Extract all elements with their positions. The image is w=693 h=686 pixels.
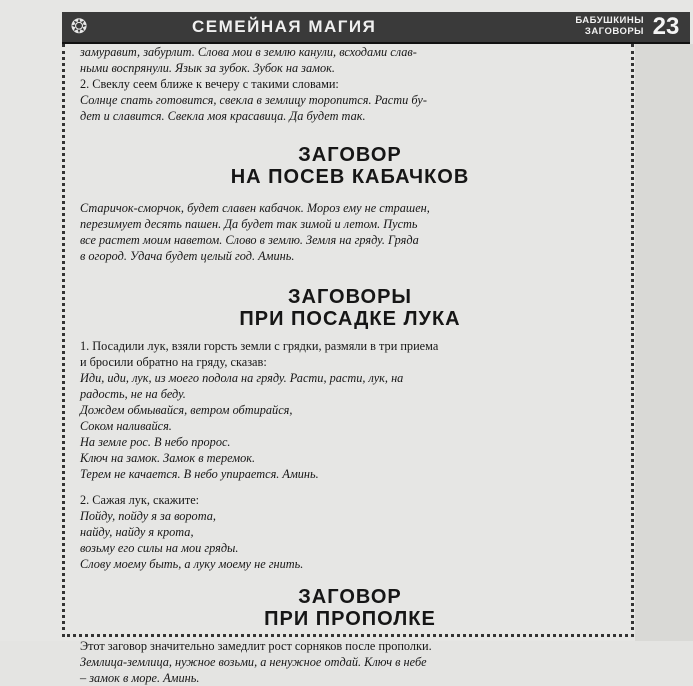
magazine-section-title: СЕМЕЙНАЯ МАГИЯ <box>192 17 377 36</box>
page-header <box>62 12 690 44</box>
page-number: 23 <box>652 13 680 40</box>
ornament-icon: ❂ <box>70 14 88 38</box>
section1-title-line1: ЗАГОВОР <box>298 144 402 166</box>
section3-spell: Землица-землица, нужное возьми, а ненужное отдай. Ключ в небе – замок в море. Аминь. <box>80 655 427 685</box>
section3-title-line1: ЗАГОВОР <box>298 586 402 608</box>
section2-item2-intro: 2. Сажая лук, скажите: <box>80 493 200 507</box>
section2-item2-spell: Пойду, пойду я за ворота, найду, найду я крота, возьму его силы на мои гряды. Слову моему быть, а луку моему не гнить. <box>80 509 304 571</box>
rubric-label: БАБУШКИНЫ ЗАГОВОРЫ <box>575 15 644 37</box>
section2-title-line2: ПРИ ПОСАДКЕ ЛУКА <box>239 308 461 330</box>
section3-title-line2: ПРИ ПРОПОЛКЕ <box>264 608 436 630</box>
section2-title-line1: ЗАГОВОРЫ <box>287 286 413 308</box>
section1-text: Старичок-сморчок, будет славен кабачок. Мороз ему не страшен, перезимует десять пашен. Да будет так зимой и летом. Пусть все растет моим наветом. Слово в землю. Земля на гряду. Гряда в огород. Удача будет целый год. Аминь. <box>80 201 430 263</box>
section3-intro: Этот заговор значительно замедлит рост сорняков после прополки. <box>80 639 432 653</box>
intro-item2-title: 2. Свеклу сеем ближе к вечеру с такими словами: <box>80 77 339 91</box>
section1-title-line2: НА ПОСЕВ КАБАЧКОВ <box>230 166 470 188</box>
section2-item1-spell: Иди, иди, лук, из моего подола на гряду. Расти, расти, лук, на радость, не на беду. Дождем обмывайся, ветром обтирайся, Соком наливайся. На земле рос. В небо пророс. Ключ на замок. Замок в теремок. Терем не качается. В небо упирается. Аминь. <box>80 371 404 481</box>
intro-item2-text: Солнце спать готовится, свекла в землицу торопится. Расти бу- дет и славится. Свекла моя красавица. Да будет так. <box>80 93 427 123</box>
section2-item1-intro: 1. Посадили лук, взяли горсть земли с грядки, размяли в три приема и бросили обратно на гряду, сказав: <box>80 339 439 369</box>
bleed-through-margin <box>635 44 693 641</box>
intro-text: замуравит, забурлит. Слова мои в землю канули, всходами слав- ными воспрянули. Язык за зубок. Зубок на замок. <box>80 45 417 75</box>
article-body <box>80 44 620 685</box>
